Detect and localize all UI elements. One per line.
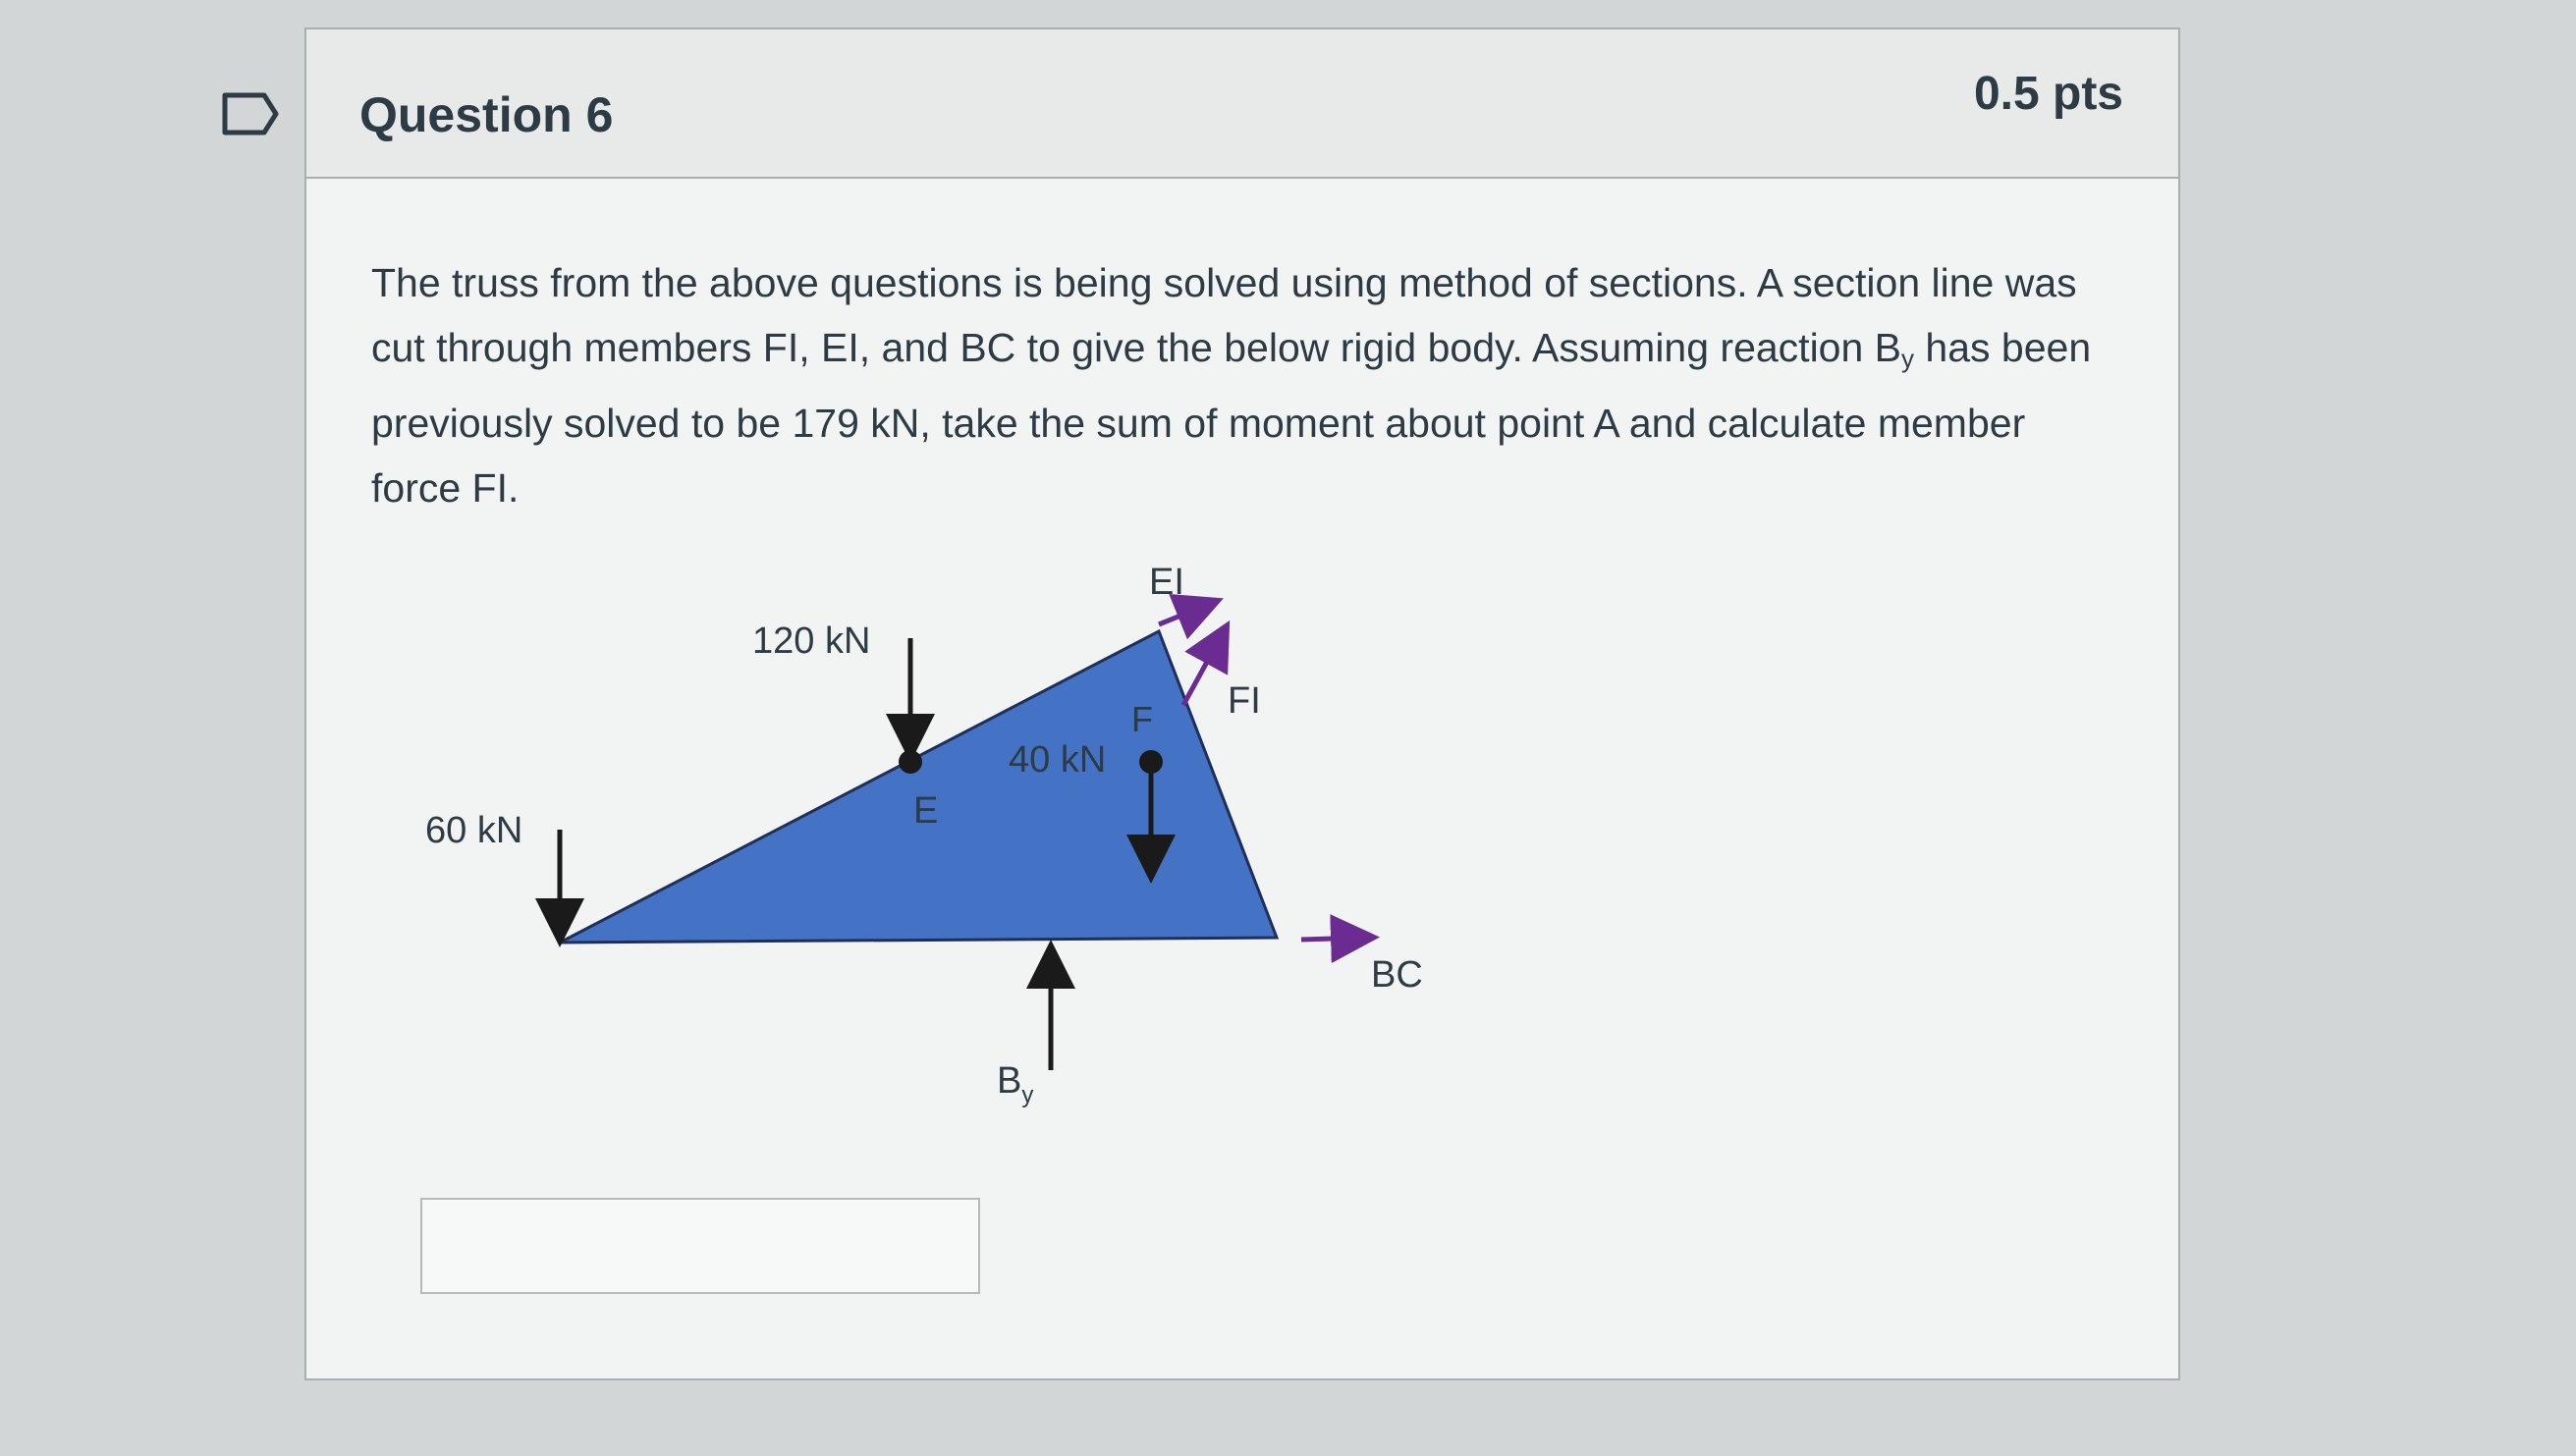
question-title: Question 6 xyxy=(359,87,614,142)
node-e-dot xyxy=(899,750,922,774)
node-e-label: E xyxy=(913,790,939,832)
reaction-by-label: $B_y$ xyxy=(997,1060,1034,1108)
node-f-dot xyxy=(1139,750,1163,774)
member-fi-label: FI xyxy=(1228,680,1261,722)
member-fi-arrow xyxy=(1183,633,1223,705)
member-ei-arrow xyxy=(1159,604,1210,624)
member-bc-arrow xyxy=(1301,938,1365,940)
question-text-subscript: y xyxy=(1901,344,1915,373)
question-text-part-2: has been previously solved to be 179 kN, take the sum of moment about point A and calculate member force FI. xyxy=(371,325,2092,511)
question-points: 0.5 pts xyxy=(1973,68,2123,120)
question-text-part-1: The truss from the above questions is being solved using method of sections. A section line was cut through members FI, EI, and BC to give the below rigid body. Assuming reaction B xyxy=(371,260,2077,370)
load-60kn-label: 60 kN xyxy=(425,810,523,851)
member-bc-label: BC xyxy=(1371,954,1423,996)
member-ei-label: EI xyxy=(1149,562,1184,603)
load-120kn-label: 120 kN xyxy=(752,620,871,662)
rigid-body-shape xyxy=(560,631,1277,943)
load-40kn-label: 40 kN xyxy=(1009,739,1107,781)
node-f-label: F xyxy=(1131,699,1153,739)
